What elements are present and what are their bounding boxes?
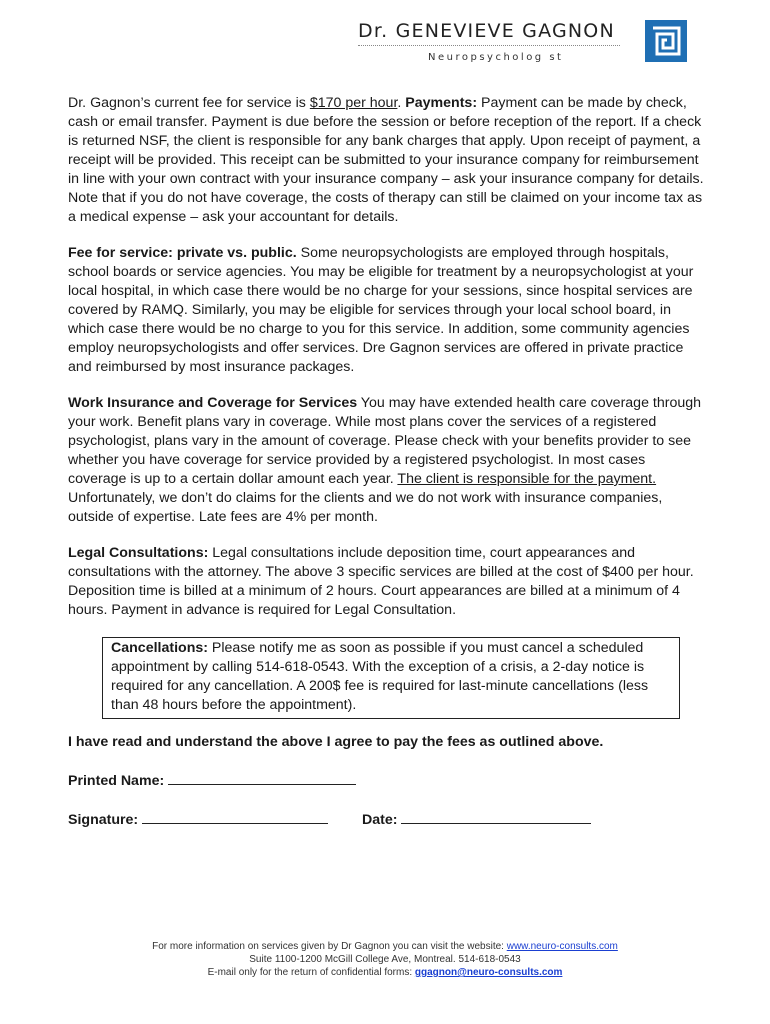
payments-paragraph: [68, 94, 704, 227]
legal-paragraph: [68, 544, 704, 620]
payments-heading: Payments:: [405, 95, 478, 111]
agreement-statement: I have read and understand the above I agree to pay the fees as outlined above.: [68, 734, 604, 750]
fee-service-text: Some neuropsychologists are employed through hospitals, school boards or service agencies. You may be eligible for treatment by a neuropsychologist at your local hospital, in which case there would be no charge for your sessions, since hospital services are covered by RAMQ. Similarly, you may be eligible for services through your local school board, in which case there would be no charge to you for this service. In addition, some community agencies employ neuropsychologists and offer services. Dre Gagnon services are offered in private practice and reimbursed by most insurance packages.: [68, 245, 694, 375]
client-responsibility-note: The client is responsible for the payment.: [397, 471, 657, 487]
printed-name-label: Printed Name:: [68, 773, 165, 789]
legal-heading: Legal Consultations:: [68, 545, 209, 561]
website-link[interactable]: www.neuro-consults.com: [506, 941, 618, 952]
payments-text-body: Payment can be made by check, cash or email transfer. Payment is due before the session or before reception of the report. If a check is returned NSF, the client is responsible for any bank charges that apply. Upon receipt of payment, a receipt will be provided. This receipt can be submitted to your insurance company for reimbursement in line with your own contract with your insurance company – ask your insurance company for details. Note that if you do not have coverage, the costs of therapy can still be claimed on your income tax as a medical expense – ask your accountant for details.: [68, 95, 704, 225]
work-insurance-heading: Work Insurance and Coverage for Services: [68, 395, 358, 411]
work-insurance-text-2: Unfortunately, we don’t do claims for the clients and we do not work with insurance companies, outside of expertise. Late fees are 4% per month.: [68, 490, 663, 525]
doctor-name: Dr. GENEVIEVE GAGNON: [358, 20, 615, 42]
doctor-title: Neuropsycholog st: [428, 52, 564, 63]
footer-website-line: [0, 940, 770, 953]
cancellations-heading: Cancellations:: [111, 640, 208, 656]
footer: [0, 940, 770, 979]
cancellations-text: Please notify me as soon as possible if you must cancel a scheduled appointment by calling 514-618-0543. With the exception of a crisis, a 2-day notice is required for any cancellation. A 200$ fee is required for last-minute cancellations (less than 48 hours before the appointment).: [111, 640, 649, 713]
footer-email-text: E-mail only for the return of confidential forms:: [207, 967, 415, 978]
cancellations-box: [102, 637, 680, 719]
letterhead: [0, 0, 770, 80]
footer-website-text: For more information on services given by Dr Gagnon you can visit the website:: [152, 941, 507, 952]
date-label: Date:: [362, 812, 398, 828]
payments-text-sep: .: [397, 95, 406, 111]
footer-email-line: [0, 966, 770, 979]
fee-service-heading: Fee for service: private vs. public.: [68, 245, 297, 261]
document-body: [68, 94, 704, 848]
printed-name-row: [68, 770, 704, 791]
header-rule: [358, 45, 620, 46]
fee-service-paragraph: [68, 244, 704, 377]
email-link[interactable]: ggagnon@neuro-consults.com: [414, 967, 563, 978]
signature-field[interactable]: [142, 809, 328, 824]
fee-amount: $170 per hour: [309, 95, 398, 111]
square-spiral-logo-icon: [645, 20, 687, 62]
legal-text: Legal consultations include deposition time, court appearances and consultations with the attorney. The above 3 specific services are billed at the cost of $400 per hour. Deposition time is billed at a minimum of 2 hours. Court appearances are billed at a minimum of 4 hours. Payment in advance is required for Legal Consultation.: [68, 545, 694, 618]
work-insurance-paragraph: [68, 394, 704, 527]
printed-name-field[interactable]: [168, 770, 356, 785]
footer-address: Suite 1100-1200 McGill College Ave, Montreal. 514-618-0543: [249, 954, 521, 965]
date-field[interactable]: [401, 809, 591, 824]
work-insurance-text-1: You may have extended health care coverage through your work. Benefit plans vary in coverage. While most plans cover the services of a registered psychologist, plans vary in the amount of coverage. Please check with your benefits provider to see whether you have coverage for service provided by a registered psychologist. In most cases coverage is up to a certain dollar amount each year.: [68, 395, 702, 487]
payments-text-intro: Dr. Gagnon’s current fee for service is: [68, 95, 310, 111]
signature-label: Signature:: [68, 812, 139, 828]
signature-row: [68, 809, 704, 830]
